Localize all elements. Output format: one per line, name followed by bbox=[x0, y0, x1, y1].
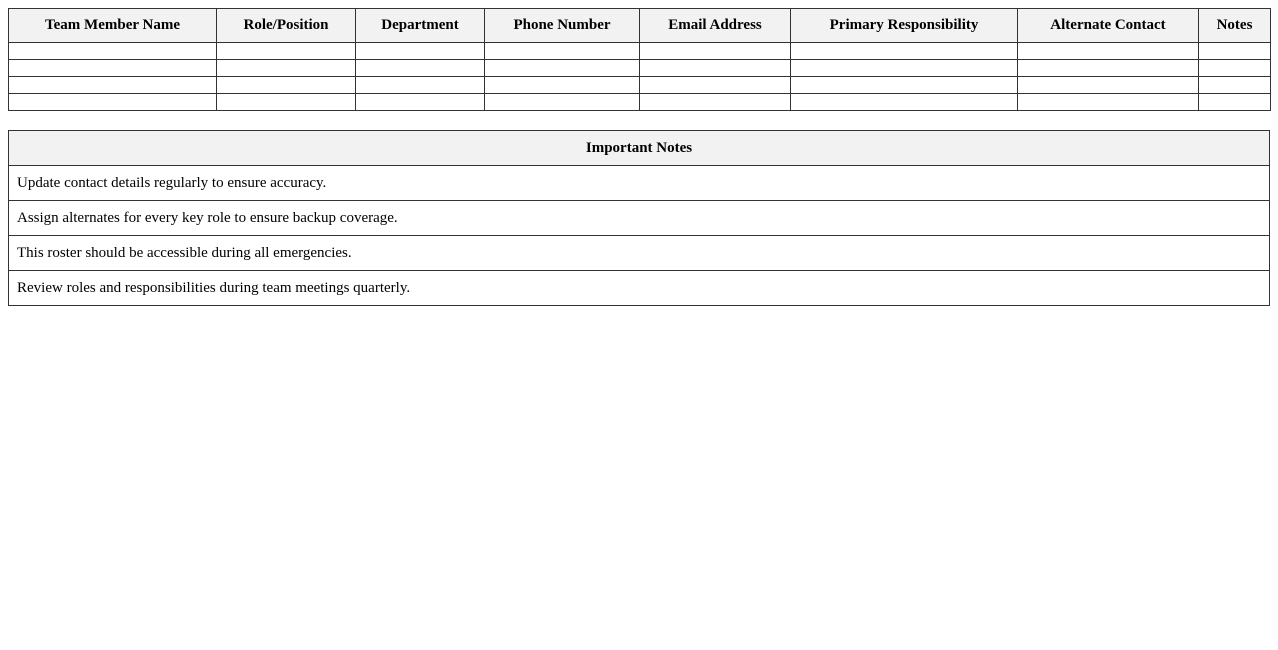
table-cell bbox=[1018, 60, 1199, 77]
table-cell bbox=[217, 77, 356, 94]
important-notes-title: Important Notes bbox=[9, 131, 1270, 166]
table-row bbox=[9, 77, 1271, 94]
note-item: This roster should be accessible during all emergencies. bbox=[9, 236, 1270, 271]
roster-table bbox=[8, 8, 1271, 111]
column-header-alternate-contact: Alternate Contact bbox=[1018, 9, 1199, 43]
table-cell bbox=[1018, 77, 1199, 94]
table-cell bbox=[217, 43, 356, 60]
column-header-team-member-name: Team Member Name bbox=[9, 9, 217, 43]
table-cell bbox=[356, 77, 485, 94]
note-item: Update contact details regularly to ensure accuracy. bbox=[9, 166, 1270, 201]
table-cell bbox=[485, 94, 640, 111]
table-cell bbox=[1199, 94, 1271, 111]
table-cell bbox=[791, 94, 1018, 111]
column-header-primary-responsibility: Primary Responsibility bbox=[791, 9, 1018, 43]
table-cell bbox=[1199, 43, 1271, 60]
important-notes-table bbox=[8, 130, 1270, 306]
table-cell bbox=[485, 77, 640, 94]
table-cell bbox=[485, 60, 640, 77]
table-row bbox=[9, 43, 1271, 60]
table-cell bbox=[1018, 94, 1199, 111]
table-row bbox=[9, 94, 1271, 111]
table-cell bbox=[9, 77, 217, 94]
table-cell bbox=[485, 43, 640, 60]
table-cell bbox=[640, 43, 791, 60]
note-item: Assign alternates for every key role to ensure backup coverage. bbox=[9, 201, 1270, 236]
table-cell bbox=[9, 43, 217, 60]
table-cell bbox=[356, 94, 485, 111]
table-cell bbox=[640, 77, 791, 94]
table-cell bbox=[791, 77, 1018, 94]
column-header-phone-number: Phone Number bbox=[485, 9, 640, 43]
table-cell bbox=[356, 60, 485, 77]
note-row bbox=[9, 201, 1270, 236]
table-row bbox=[9, 60, 1271, 77]
table-cell bbox=[1199, 77, 1271, 94]
table-cell bbox=[791, 60, 1018, 77]
notes-header-row bbox=[9, 131, 1270, 166]
table-cell bbox=[217, 60, 356, 77]
table-cell bbox=[356, 43, 485, 60]
roster-header-row bbox=[9, 9, 1271, 43]
note-row bbox=[9, 271, 1270, 306]
table-cell bbox=[217, 94, 356, 111]
note-row bbox=[9, 166, 1270, 201]
column-header-department: Department bbox=[356, 9, 485, 43]
table-cell bbox=[640, 94, 791, 111]
table-cell bbox=[1199, 60, 1271, 77]
table-cell bbox=[640, 60, 791, 77]
table-cell bbox=[791, 43, 1018, 60]
table-cell bbox=[9, 60, 217, 77]
column-header-role-position: Role/Position bbox=[217, 9, 356, 43]
table-cell bbox=[9, 94, 217, 111]
column-header-notes: Notes bbox=[1199, 9, 1271, 43]
table-cell bbox=[1018, 43, 1199, 60]
column-header-email-address: Email Address bbox=[640, 9, 791, 43]
note-item: Review roles and responsibilities during team meetings quarterly. bbox=[9, 271, 1270, 306]
note-row bbox=[9, 236, 1270, 271]
